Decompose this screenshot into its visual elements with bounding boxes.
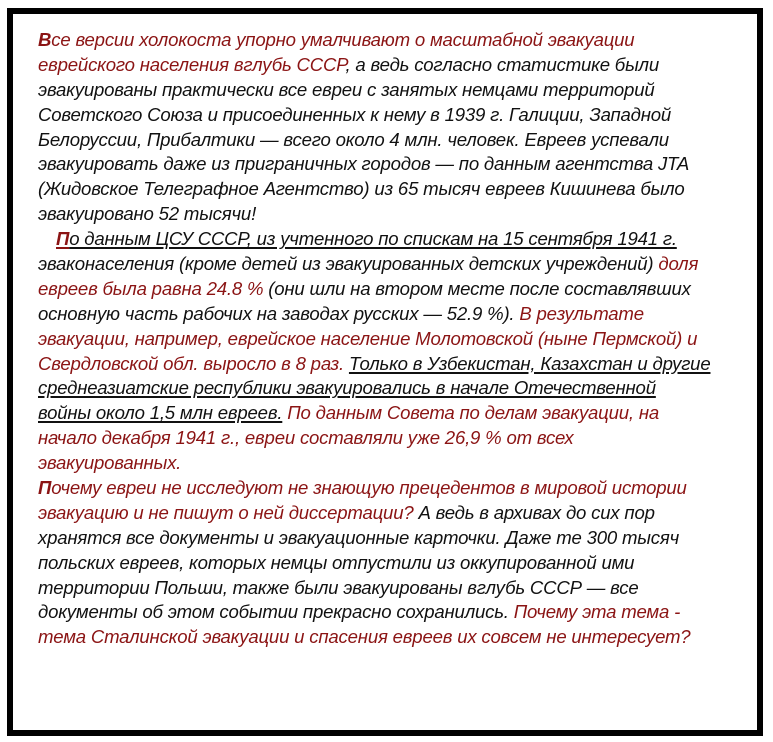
text-line [38, 426, 738, 451]
text-segment: П [56, 228, 70, 250]
text-segment: (Жидовское Телеграфное Агентство) из 65 тысяч евреев Кишинева было [38, 178, 685, 200]
text-segment: Советского Союза и присоединенных к нему в 1939 г. Галиции, Западной [38, 103, 672, 125]
text-segment: евреев была равна 24.8 % [38, 277, 264, 299]
text-segment: В [38, 29, 52, 50]
text-segment: Только в Узбекистан, Казахстан и другие [348, 352, 711, 374]
text-segment: войны около 1,5 млн евреев. [38, 402, 283, 424]
text-line [38, 576, 738, 601]
text-segment: хранятся все документы и эвакуационные карточки. Даже те 300 тысяч [38, 526, 680, 548]
text-segment: эвакуированных. [38, 452, 182, 474]
text-line [38, 152, 738, 177]
article-text [38, 28, 738, 650]
text-line [38, 501, 738, 526]
text-segment: Свердловской обл. выросло в 8 раз. [38, 352, 349, 374]
text-segment: По данным Совета по делам эвакуации, на [282, 402, 659, 424]
text-segment: польских евреев, которых немцы отпустили из оккупированной ими [38, 551, 635, 573]
text-segment: В результате [519, 302, 644, 324]
text-segment: очему евреи не исследуют не знающую прецедентов в мировой истории [51, 477, 687, 499]
text-segment: се версии холокоста упорно умалчивают о масштабной эвакуации [51, 29, 635, 50]
text-segment: (они шли на втором месте после составлявших [263, 277, 691, 299]
text-segment: еврейского населения вглубь СССР [38, 53, 346, 75]
text-line [38, 277, 738, 302]
text-line [38, 302, 738, 327]
text-segment: среднеазиатские республики эвакуировались в начале Отечественной [38, 377, 656, 399]
text-segment: начало декабря 1941 г., евреи составляли уже 26,9 % от всех [38, 427, 574, 449]
text-line [38, 103, 738, 128]
text-line [38, 600, 738, 625]
text-line [38, 78, 738, 103]
text-segment: П [38, 477, 52, 499]
text-line [38, 252, 738, 277]
text-line [38, 625, 738, 650]
text-segment: , а ведь согласно статистике были [345, 53, 659, 75]
text-line [38, 28, 738, 53]
text-line [38, 128, 738, 153]
text-line [38, 177, 738, 202]
text-line [38, 451, 738, 476]
text-line [38, 551, 738, 576]
text-segment: основную часть рабочих на заводах русских — 52.9 %). [38, 302, 520, 324]
text-segment: эвакуировать даже из приграничных городов — по данным агентства JTA [38, 153, 690, 175]
text-line [38, 401, 738, 426]
text-segment: эваконаселения (кроме детей из эвакуированных детских учреждений) [38, 253, 659, 275]
text-segment: эвакуировано 52 тысячи! [38, 203, 257, 225]
text-line [38, 476, 738, 501]
text-segment: Белоруссии, Прибалтики — всего около 4 млн. человек. Евреев успевали [38, 128, 669, 150]
text-segment: Почему эта тема - [508, 601, 681, 623]
text-line [38, 227, 738, 252]
text-segment: А ведь в архивах до сих пор [413, 501, 655, 523]
text-line [38, 202, 738, 227]
text-line [38, 376, 738, 401]
text-line [38, 53, 738, 78]
text-segment: территории Польши, также были эвакуированы вглубь СССР — все [38, 576, 639, 598]
text-segment: эвакуации, например, еврейское население Молотовской (ныне Пермской) и [38, 327, 698, 349]
text-segment: эвакуированы практически все евреи с занятых немцами территорий [38, 78, 655, 100]
text-segment: эвакуацию и не пишут о ней диссертации? [38, 501, 414, 523]
text-segment: о данным ЦСУ СССР, из учтенного по спискам на 15 сентября 1941 г. [69, 228, 677, 250]
text-line [38, 352, 738, 377]
text-segment: доля [658, 253, 699, 275]
text-segment: тема Сталинской эвакуации и спасения евреев их совсем не интересует? [38, 626, 691, 648]
text-line [38, 526, 738, 551]
text-segment: документы об этом событии прекрасно сохранились. [38, 601, 509, 623]
text-line [38, 327, 738, 352]
